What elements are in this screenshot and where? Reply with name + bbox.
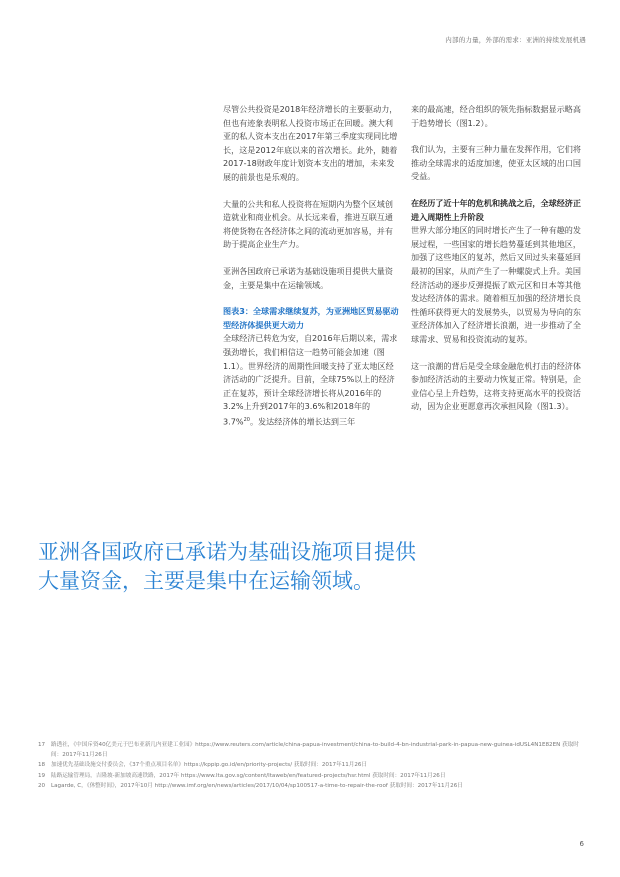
pull-quote: 亚洲各国政府已承诺为基础设施项目提供大量资金，主要是集中在运输领域。 xyxy=(38,540,416,593)
section-heading: 在经历了近十年的危机和挑战之后，全球经济正进入周期性上升阶段 xyxy=(411,197,581,222)
footnote-text[interactable]: 陆路运输管理局，吉隆坡-新加坡高速铁路，2017年 https://www.lta.gov.sg/content/ltaweb/en/featured-projects/hsr.html 获取时间：2017年11月26日 xyxy=(51,772,446,779)
footnote-text[interactable]: 加速优先基础设施交付委员会，《37个重点项目名单》https://kppip.go.id/en/priority-projects/ 获取时间：2017年11月26日 xyxy=(51,762,368,769)
footnote-number: 19 xyxy=(38,772,46,779)
running-header: 内部的力量，外部的需求：亚洲的持续发展机遇 xyxy=(445,36,586,44)
footnote xyxy=(38,740,590,760)
right-text-column xyxy=(411,103,587,427)
footnote-text[interactable]: Lagarde, C，《休整时间》，2017年10月 http://www.imf.org/en/news/articles/2017/10/04/sp100517-a-time-to-repair-the-roof 获取时间：2017年11月26日 xyxy=(51,782,463,789)
footnotes xyxy=(38,740,590,791)
footnote xyxy=(38,781,590,791)
left-paragraph-4 xyxy=(223,332,401,429)
footnote-ref-20[interactable]: 20 xyxy=(243,416,250,423)
left-paragraph-4-text: 全球经济已转危为安，自2016年后期以来，需求强劲增长，我们相信这一趋势可能会加速（图1.1）。世界经济的周期性回暖支持了亚太地区经济活动的广泛提升。目前，全球75%以上的经济正在复苏，预计全球经济增长将从2016年的3.2%上升到2017年的3.6%和2018年的3.7% xyxy=(223,333,398,427)
left-paragraph-2: 大量的公共和私人投资将在短期内为整个区域创造就业和商业机会。从长远来看，推进互联互通将使货物在各经济体之间的流动更加容易，并有助于提高企业生产力。 xyxy=(223,198,393,250)
footnote xyxy=(38,760,590,770)
left-paragraph-1: 尽管公共投资是2018年经济增长的主要驱动力，但也有迹象表明私人投资市场正在回暖。澳大利亚的私人资本支出在2017年第三季度实现同比增长，这是2012年底以来的首次增长。此外，随着2017-18财政年度计划资本支出的增加，未来发展的前景也是乐观的。 xyxy=(223,104,398,182)
right-paragraph-2: 我们认为，主要有三种力量在发挥作用，它们将推动全球需求的适度加速，使亚太区域的出口国受益。 xyxy=(411,144,581,182)
right-paragraph-3: 世界大部分地区的同时增长产生了一种有趣的发展过程，一些国家的增长趋势蔓延到其他地区，加强了这些地区的复苏，然后又回过头来蔓延回最初的国家，从而产生了一种螺旋式上升。美国经济活动的逐步反弹提振了欧元区和日本等其他发达经济体的需求。随着相互加强的经济增长良性循环获得更大的发展势头，以贸易为导向的东亚经济体加入了经济增长浪潮，进一步推动了全球需求、贸易和投资流动的复苏。 xyxy=(411,225,581,344)
left-text-column xyxy=(223,103,401,442)
footnote-number: 18 xyxy=(38,762,46,769)
footnote-number: 17 xyxy=(38,742,46,748)
footnote-text[interactable]: 路透社，《中国斥资40亿美元于巴布亚新几内亚建工业园》https://www.reuters.com/article/china-papua-investment/china-to-build-4-bn-industrial-park-in-papua-new-guinea-idUSL4N1E82EN 获取时间：2017年11月26日 xyxy=(51,742,579,759)
page-number: 6 xyxy=(579,840,584,848)
figure-title: 图表3：全球需求继续复苏，为亚洲地区贸易驱动型经济体提供更大动力 xyxy=(223,306,399,330)
right-paragraph-4: 这一浪潮的背后是受全球金融危机打击的经济体参加经济活动的主要动力恢复正常。特别是，企业信心呈上升趋势，这将支持更高水平的投资活动，因为企业更愿意再次承担风险（图1.3）。 xyxy=(411,360,581,412)
footnote-number: 20 xyxy=(38,782,46,789)
right-paragraph-1: 来的最高速，经合组织的领先指标数据显示略高于趋势增长（图1.2）。 xyxy=(411,104,581,128)
left-paragraph-3: 亚洲各国政府已承诺为基础设施项目提供大量资金，主要是集中在运输领域。 xyxy=(223,265,393,290)
footnote xyxy=(38,771,590,781)
left-paragraph-4-end: 。发达经济体的增长达到三年 xyxy=(249,416,356,427)
